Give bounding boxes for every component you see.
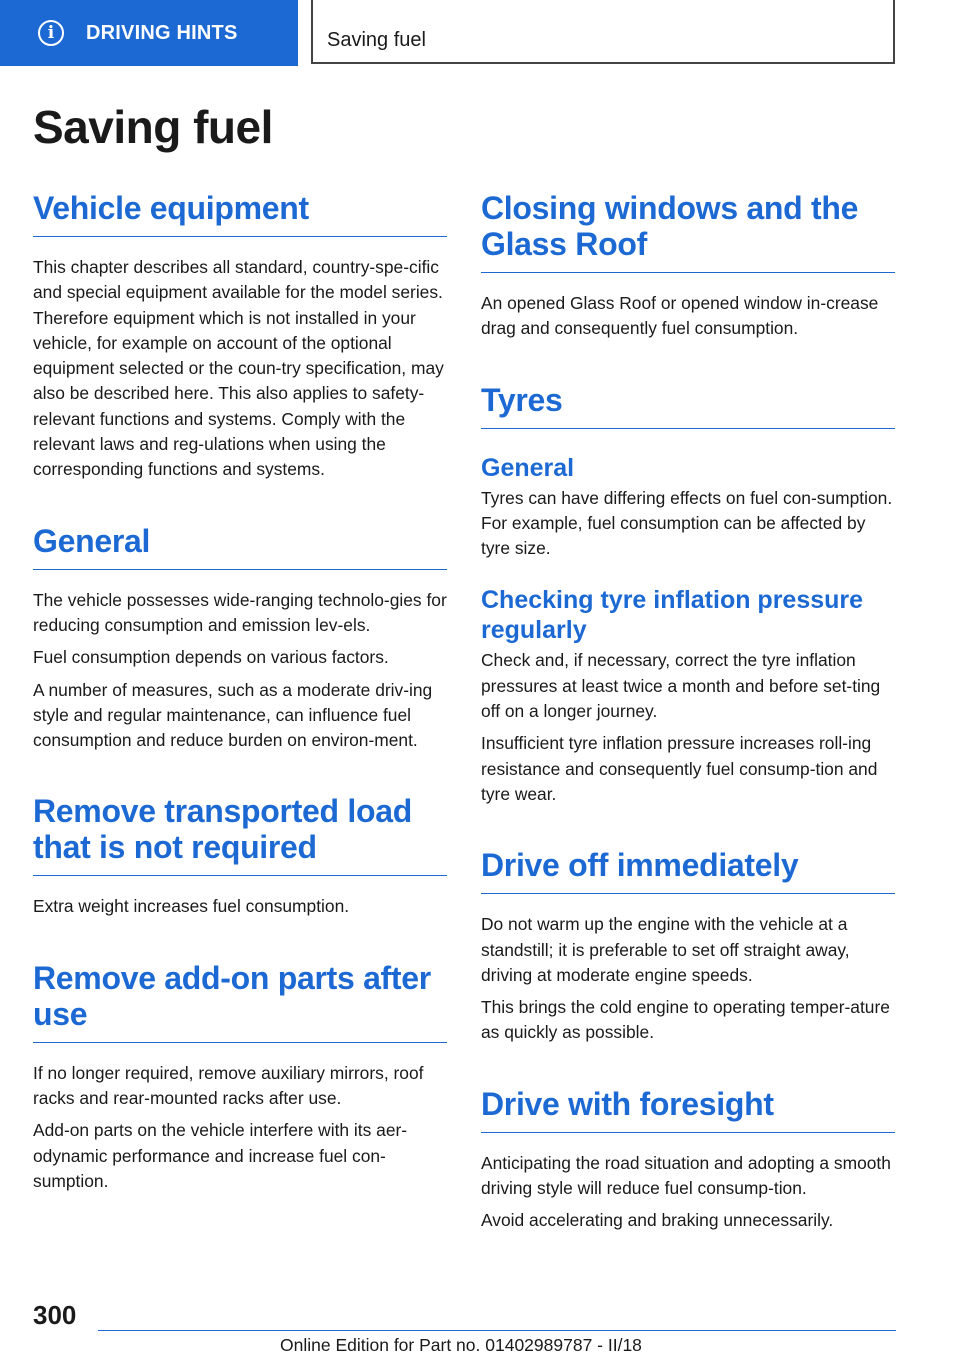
heading-remove-load: Remove transported load that is not required bbox=[33, 793, 447, 876]
heading-general: General bbox=[33, 523, 447, 570]
left-column bbox=[33, 190, 447, 1194]
subheading-tyre-pressure: Checking tyre inflation pressure regularly bbox=[481, 586, 864, 645]
paragraph-foresight-2: Avoid accelerating and braking unnecessarily. bbox=[481, 1210, 834, 1231]
paragraph-general-1: The vehicle possesses wide-ranging technolo-gies for reducing consumption and emission lev-els. bbox=[33, 589, 447, 635]
subheading-tyres-general: General bbox=[481, 453, 575, 482]
heading-remove-addons: Remove add-on parts after use bbox=[33, 960, 447, 1043]
paragraph-remove-addons-2: Add-on parts on the vehicle interfere with its aer-odynamic performance and increase fuel con-sumption. bbox=[33, 1120, 408, 1191]
section-tab[interactable] bbox=[0, 0, 298, 66]
paragraph-foresight-1: Anticipating the road situation and adopting a smooth driving style will reduce fuel consump-tion. bbox=[481, 1152, 891, 1199]
paragraph-drive-off-1: Do not warm up the engine with the vehicle at a standstill; it is preferable to set off straight away, driving at moderate engine speeds. bbox=[481, 914, 850, 985]
paragraph-drive-off-2: This brings the cold engine to operating temper-ature as quickly as possible. bbox=[481, 997, 890, 1043]
heading-closing-windows: Closing windows and the Glass Roof bbox=[481, 190, 895, 273]
page-title: Saving fuel bbox=[33, 101, 273, 153]
paragraph-tyre-pressure-2: Insufficient tyre inflation pressure increases roll-ing resistance and consequently fuel consump-tion and tyre wear. bbox=[481, 733, 878, 804]
paragraph-general-2: Fuel consumption depends on various factors. bbox=[33, 647, 389, 668]
heading-tyres: Tyres bbox=[481, 382, 895, 429]
heading-foresight: Drive with foresight bbox=[481, 1086, 895, 1133]
right-column bbox=[481, 190, 895, 1234]
paragraph-tyres-general: Tyres can have differing effects on fuel con-sumption. For example, fuel consumption can be affected by tyre size. bbox=[481, 487, 893, 559]
info-icon: i bbox=[38, 20, 64, 46]
page-number: 300 bbox=[33, 1300, 77, 1330]
breadcrumb bbox=[311, 0, 895, 64]
heading-drive-off: Drive off immediately bbox=[481, 847, 895, 894]
footer-edition: Online Edition for Part no. 01402989787 - II/18 bbox=[280, 1335, 642, 1355]
paragraph-remove-load: Extra weight increases fuel consumption. bbox=[33, 896, 350, 917]
heading-vehicle-equipment: Vehicle equipment bbox=[33, 190, 447, 237]
breadcrumb-label: Saving fuel bbox=[327, 29, 426, 51]
section-label: DRIVING HINTS bbox=[86, 21, 238, 44]
paragraph-remove-addons-1: If no longer required, remove auxiliary mirrors, roof racks and rear-mounted racks after use. bbox=[33, 1062, 424, 1109]
paragraph-closing-windows: An opened Glass Roof or opened window in-crease drag and consequently fuel consumption. bbox=[481, 293, 879, 339]
paragraph-general-3: A number of measures, such as a moderate driv-ing style and regular maintenance, can influence fuel consumption and reduce burden on environ-ment. bbox=[33, 679, 433, 751]
paragraph-tyre-pressure-1: Check and, if necessary, correct the tyre inflation pressures at least twice a month and before set-ting off on a longer journey. bbox=[481, 650, 881, 722]
paragraph-vehicle-equipment: This chapter describes all standard, country-spe-cific and special equipment available for the model series. Therefore equipment which is not installed in your vehicle, for example on account of the optional equipment selected or the coun-try specification, may also be described here. This also applies to safety-relevant functions and systems. Comply with the relevant laws and reg-ulations when using the corresponding functions and systems. bbox=[33, 257, 444, 480]
footer-divider bbox=[98, 1330, 896, 1331]
